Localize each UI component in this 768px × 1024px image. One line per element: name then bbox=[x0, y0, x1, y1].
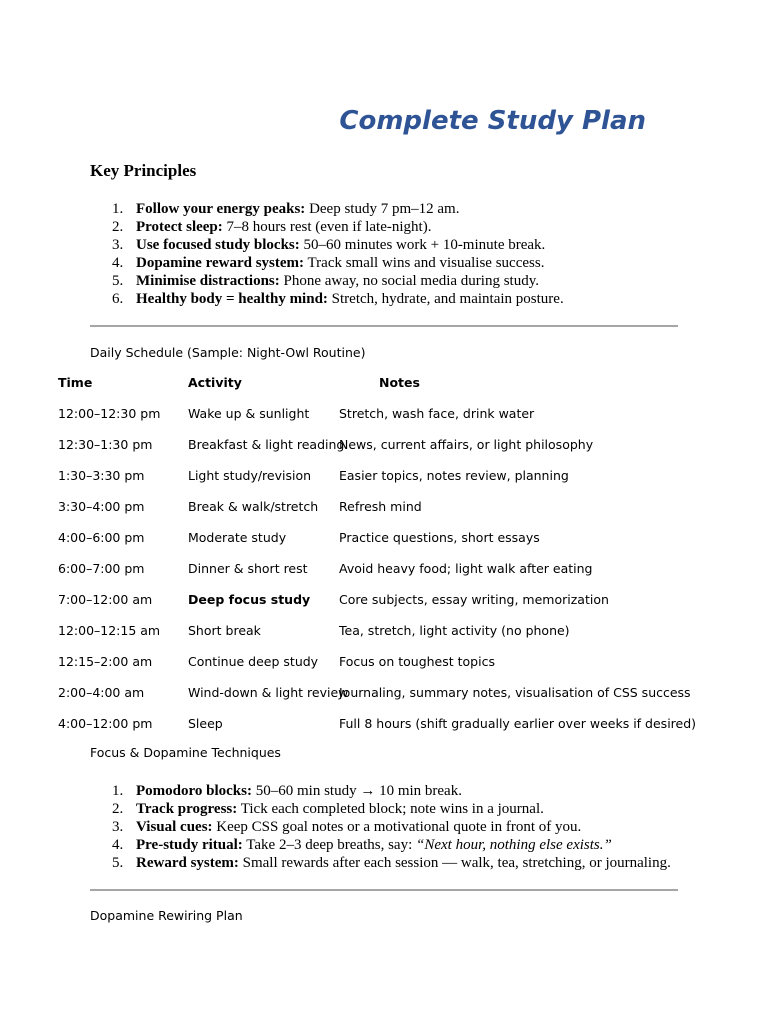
cell-activity: Sleep bbox=[188, 716, 223, 731]
list-item-title: Use focused study blocks: bbox=[136, 237, 300, 253]
table-row bbox=[0, 620, 768, 651]
cell-notes: Journaling, summary notes, visualisation of CSS success bbox=[339, 685, 691, 700]
table-row bbox=[0, 713, 768, 744]
rewiring-heading: Dopamine Rewiring Plan bbox=[90, 908, 243, 923]
list-item-text: 50–60 min study → 10 min break. bbox=[251, 783, 462, 799]
cell-notes: Focus on toughest topics bbox=[339, 654, 495, 669]
cell-time: 12:00–12:15 am bbox=[58, 623, 161, 638]
list-item bbox=[90, 290, 564, 308]
list-item-text: Deep study 7 pm–12 am. bbox=[305, 201, 460, 217]
column-header-notes: Notes bbox=[379, 375, 420, 390]
cell-activity: Light study/revision bbox=[188, 468, 312, 483]
cell-activity: Breakfast & light reading bbox=[188, 437, 345, 452]
list-item-title: Reward system: bbox=[136, 855, 239, 871]
schedule-table bbox=[0, 372, 768, 744]
table-header-row bbox=[0, 372, 768, 403]
list-number: 1. bbox=[112, 201, 124, 217]
list-number: 5. bbox=[112, 273, 124, 289]
list-item bbox=[90, 818, 671, 836]
techniques-heading: Focus & Dopamine Techniques bbox=[90, 745, 281, 760]
list-item-text: 7–8 hours rest (even if late-night). bbox=[222, 219, 432, 235]
list-item-title: Pomodoro blocks: bbox=[136, 783, 252, 799]
list-number: 1. bbox=[112, 783, 124, 799]
list-item-title: Visual cues: bbox=[136, 819, 213, 835]
cell-notes: Tea, stretch, light activity (no phone) bbox=[339, 623, 570, 638]
list-item bbox=[90, 200, 564, 218]
list-item bbox=[90, 218, 564, 236]
cell-time: 12:00–12:30 pm bbox=[58, 406, 161, 421]
horizontal-divider bbox=[90, 325, 678, 327]
table-row bbox=[0, 527, 768, 558]
table-row bbox=[0, 403, 768, 434]
list-number: 4. bbox=[112, 255, 124, 271]
cell-notes: Core subjects, essay writing, memorization bbox=[339, 592, 609, 607]
techniques-list bbox=[90, 782, 671, 872]
cell-activity: Short break bbox=[188, 623, 261, 638]
key-principles-heading: Key Principles bbox=[90, 161, 197, 180]
schedule-heading: Daily Schedule (Sample: Night-Owl Routine) bbox=[90, 345, 366, 360]
cell-time: 2:00–4:00 am bbox=[58, 685, 145, 700]
list-item-title: Pre-study ritual: bbox=[136, 837, 243, 853]
horizontal-divider bbox=[90, 889, 678, 891]
list-number: 5. bbox=[112, 855, 124, 871]
cell-notes: Refresh mind bbox=[339, 499, 422, 514]
list-item bbox=[90, 800, 671, 818]
list-number: 2. bbox=[112, 801, 124, 817]
table-row bbox=[0, 496, 768, 527]
cell-notes: Full 8 hours (shift gradually earlier over weeks if desired) bbox=[339, 716, 697, 731]
list-item-title: Track progress: bbox=[136, 801, 238, 817]
list-item-title: Healthy body = healthy mind: bbox=[136, 291, 328, 307]
list-item-title: Follow your energy peaks: bbox=[136, 201, 306, 217]
table-row bbox=[0, 465, 768, 496]
quote-text: “Next hour, nothing else exists.” bbox=[416, 837, 612, 853]
list-number: 3. bbox=[112, 819, 124, 835]
cell-time: 12:30–1:30 pm bbox=[58, 437, 153, 452]
table-row bbox=[0, 434, 768, 465]
list-item bbox=[90, 236, 564, 254]
cell-activity: Deep focus study bbox=[188, 592, 311, 607]
list-item-text: Keep CSS goal notes or a motivational quote in front of you. bbox=[212, 819, 582, 835]
list-number: 6. bbox=[112, 291, 124, 307]
cell-notes: News, current affairs, or light philosophy bbox=[339, 437, 594, 452]
table-row bbox=[0, 682, 768, 713]
cell-activity: Wind-down & light review bbox=[188, 685, 349, 700]
table-row bbox=[0, 651, 768, 682]
list-item-text: Tick each completed block; note wins in a journal. bbox=[237, 801, 544, 817]
list-item bbox=[90, 272, 564, 290]
cell-time: 3:30–4:00 pm bbox=[58, 499, 145, 514]
cell-notes: Easier topics, notes review, planning bbox=[339, 468, 569, 483]
list-item-text: Stretch, hydrate, and maintain posture. bbox=[327, 291, 564, 307]
list-number: 3. bbox=[112, 237, 124, 253]
cell-time: 12:15–2:00 am bbox=[58, 654, 153, 669]
list-item-text: 50–60 minutes work + 10-minute break. bbox=[299, 237, 546, 253]
table-row bbox=[0, 589, 768, 620]
cell-time: 4:00–12:00 pm bbox=[58, 716, 153, 731]
list-number: 4. bbox=[112, 837, 124, 853]
key-principles-list bbox=[90, 200, 564, 308]
cell-activity: Moderate study bbox=[188, 530, 287, 545]
list-item bbox=[90, 854, 671, 872]
table-row bbox=[0, 558, 768, 589]
cell-activity: Continue deep study bbox=[188, 654, 319, 669]
cell-time: 4:00–6:00 pm bbox=[58, 530, 145, 545]
list-item-text: Phone away, no social media during study. bbox=[279, 273, 540, 289]
list-item-text: Small rewards after each session — walk, tea, stretching, or journaling. bbox=[238, 855, 671, 871]
list-item-text: Track small wins and visualise success. bbox=[304, 255, 545, 271]
cell-time: 1:30–3:30 pm bbox=[58, 468, 145, 483]
cell-notes: Stretch, wash face, drink water bbox=[339, 406, 535, 421]
cell-activity: Wake up & sunlight bbox=[188, 406, 310, 421]
cell-notes: Practice questions, short essays bbox=[339, 530, 540, 545]
cell-time: 6:00–7:00 pm bbox=[58, 561, 145, 576]
column-header-time: Time bbox=[58, 375, 93, 390]
list-item-title: Dopamine reward system: bbox=[136, 255, 305, 271]
cell-time: 7:00–12:00 am bbox=[58, 592, 153, 607]
list-item bbox=[90, 254, 564, 272]
list-item-title: Protect sleep: bbox=[136, 219, 223, 235]
cell-activity: Dinner & short rest bbox=[188, 561, 308, 576]
column-header-activity: Activity bbox=[188, 375, 242, 390]
list-item-title: Minimise distractions: bbox=[136, 273, 280, 289]
list-item bbox=[90, 782, 671, 800]
list-number: 2. bbox=[112, 219, 124, 235]
document-title: Complete Study Plan bbox=[339, 106, 646, 136]
list-item bbox=[90, 836, 671, 854]
cell-activity: Break & walk/stretch bbox=[188, 499, 319, 514]
cell-notes: Avoid heavy food; light walk after eating bbox=[339, 561, 593, 576]
list-item-text: Take 2–3 deep breaths, say: bbox=[242, 837, 416, 853]
